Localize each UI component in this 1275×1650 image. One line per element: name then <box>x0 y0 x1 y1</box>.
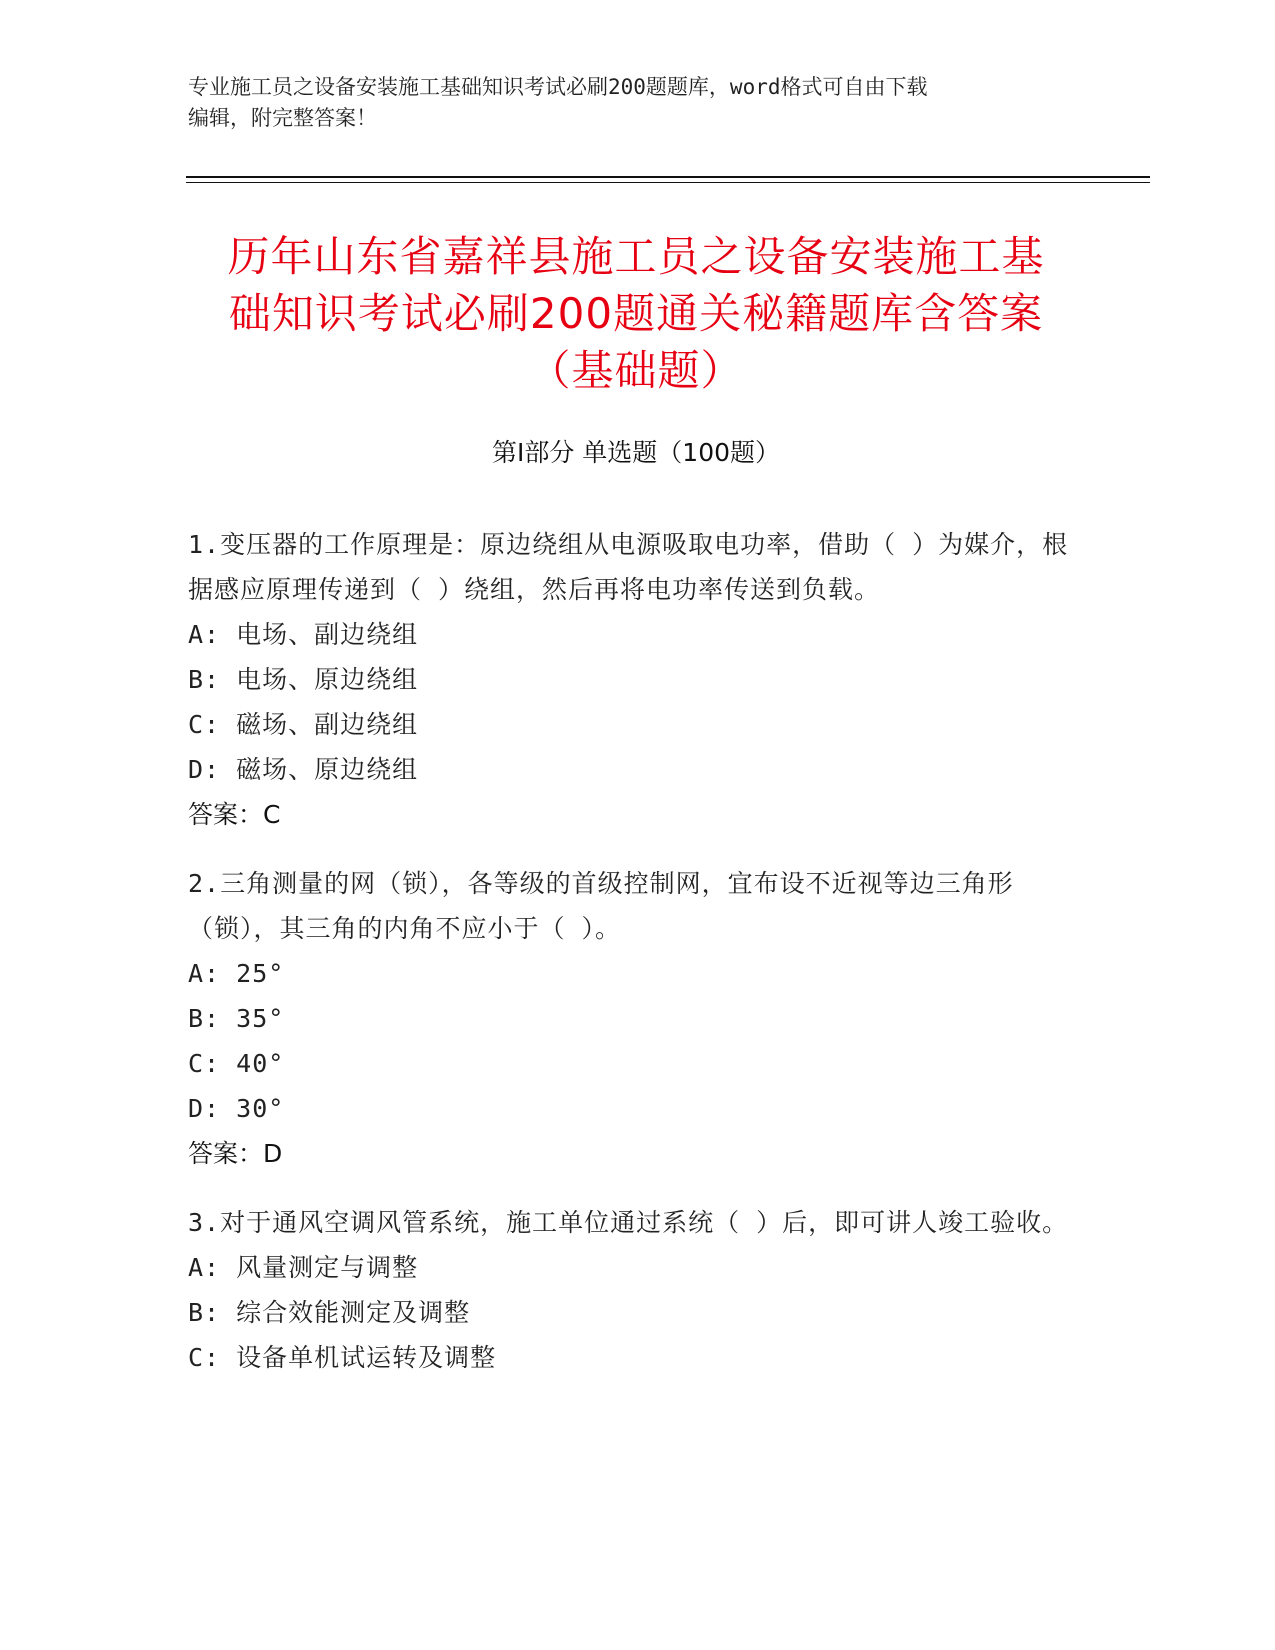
title-line-3: （基础题） <box>528 346 744 395</box>
question-3 <box>188 1200 1088 1380</box>
option-c: C: 磁场、副边绕组 <box>188 710 419 739</box>
title-line-2: 础知识考试必刷200题通关秘籍题库含答案 <box>228 289 1044 338</box>
question-stem: 2.三角测量的网（锁），各等级的首级控制网，宜布设不近视等边三角形（锁），其三角的内角不应小于（ ）。 <box>188 869 1014 943</box>
option-d: D: 30° <box>188 1094 285 1123</box>
option-b: B: 综合效能测定及调整 <box>188 1298 471 1327</box>
option-c: C: 40° <box>188 1049 285 1078</box>
section-title: 第Ⅰ部分 单选题（100题） <box>491 438 781 467</box>
header-rule-thick <box>186 176 1150 178</box>
answer: 答案：C <box>188 800 281 829</box>
header-line-1: 专业施工员之设备安装施工基础知识考试必刷200题题库，word格式可自由下载 <box>188 75 928 99</box>
header-note <box>188 72 1088 134</box>
option-a: A: 风量测定与调整 <box>188 1253 419 1282</box>
option-c: C: 设备单机试运转及调整 <box>188 1343 497 1372</box>
option-a: A: 25° <box>188 959 285 988</box>
title-line-1: 历年山东省嘉祥县施工员之设备安装施工基 <box>227 232 1045 281</box>
option-a: A: 电场、副边绕组 <box>188 620 419 649</box>
question-stem: 3.对于通风空调风管系统，施工单位通过系统（ ）后，即可讲人竣工验收。 <box>188 1208 1069 1237</box>
header-rule-thin <box>186 182 1150 183</box>
option-b: B: 35° <box>188 1004 285 1033</box>
question-1 <box>188 522 1088 837</box>
header-line-2: 编辑，附完整答案！ <box>188 106 377 130</box>
answer: 答案：D <box>188 1139 283 1168</box>
option-b: B: 电场、原边绕组 <box>188 665 419 694</box>
question-2 <box>188 861 1088 1176</box>
question-list <box>188 522 1088 1404</box>
document-title <box>186 228 1086 399</box>
option-d: D: 磁场、原边绕组 <box>188 755 419 784</box>
question-stem: 1.变压器的工作原理是：原边绕组从电源吸取电功率，借助（ ）为媒介，根据感应原理传递到（ ）绕组，然后再将电功率传送到负载。 <box>188 530 1069 604</box>
